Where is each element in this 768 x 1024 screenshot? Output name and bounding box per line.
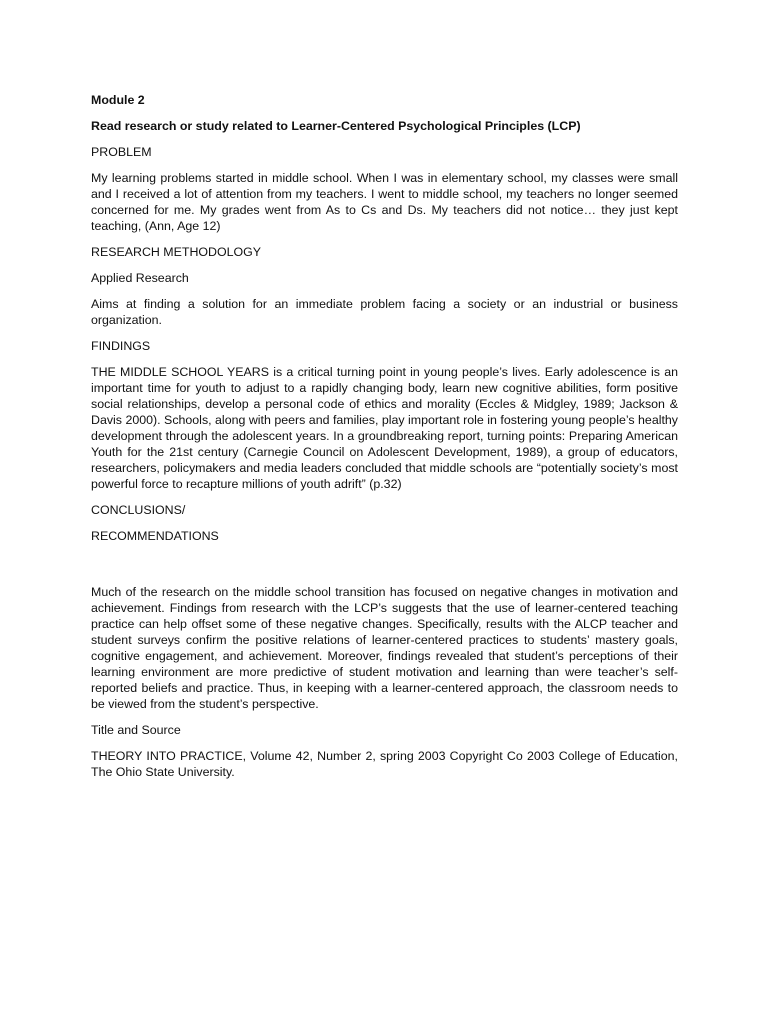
methodology-paragraph: Aims at finding a solution for an immediate problem facing a society or an industrial or business organization. [91, 297, 678, 327]
problem-paragraph: My learning problems started in middle school. When I was in elementary school, my classes were small and I received a lot of attention from my teachers. I went to middle school, my teachers no longer seemed concerned for me. My grades went from As to Cs and Ds. My teachers did not notice… they just kept teaching, (Ann, Age 12) [91, 171, 678, 233]
document-page [91, 92, 678, 790]
methodology-type: Applied Research [91, 271, 189, 285]
problem-heading: PROBLEM [91, 145, 152, 159]
conclusions-heading: CONCLUSIONS/ [91, 503, 186, 517]
findings-paragraph: THE MIDDLE SCHOOL YEARS is a critical turning point in young people’s lives. Early adolescence is an important time for youth to adjust to a rapidly changing body, learn new cognitive abilities, form positive social relationships, develop a personal code of ethics and morality (Eccles & Midgley, 1989; Jackson & Davis 2000). Schools, along with peers and families, play important role in fostering young people’s healthy development through the adolescent years. In a groundbreaking report, turning points: Preparing American Youth for the 21st century (Carnegie Council on Adolescent Development, 1989), a group of educators, researchers, policymakers and media leaders concluded that middle schools are “potentially society’s most powerful force to recapture millions of youth adrift” (p.32) [91, 365, 678, 491]
module-title: Module 2 [91, 93, 145, 107]
methodology-heading: RESEARCH METHODOLOGY [91, 245, 262, 259]
source-paragraph: THEORY INTO PRACTICE, Volume 42, Number 2, spring 2003 Copyright Co 2003 College of Education, The Ohio State University. [91, 749, 678, 779]
recommendations-heading: RECOMMENDATIONS [91, 529, 219, 543]
findings-heading: FINDINGS [91, 339, 151, 353]
source-heading: Title and Source [91, 723, 181, 737]
conclusions-paragraph: Much of the research on the middle school transition has focused on negative changes in motivation and achievement. Findings from research with the LCP’s suggests that the use of learner-centered teaching practice can help offset some of these negative changes. Specifically, results with the ALCP teacher and student surveys confirm the positive relations of learner-centered practices to students’ mastery goals, cognitive engagement, and achievement. Moreover, findings revealed that student’s perceptions of their learning environment are more predictive of student motivation and learning than were teacher’s self-reported beliefs and practice. Thus, in keeping with a learner-centered approach, the classroom needs to be viewed from the student’s perspective. [91, 585, 678, 711]
assignment-heading: Read research or study related to Learner-Centered Psychological Principles (LCP) [91, 119, 581, 133]
